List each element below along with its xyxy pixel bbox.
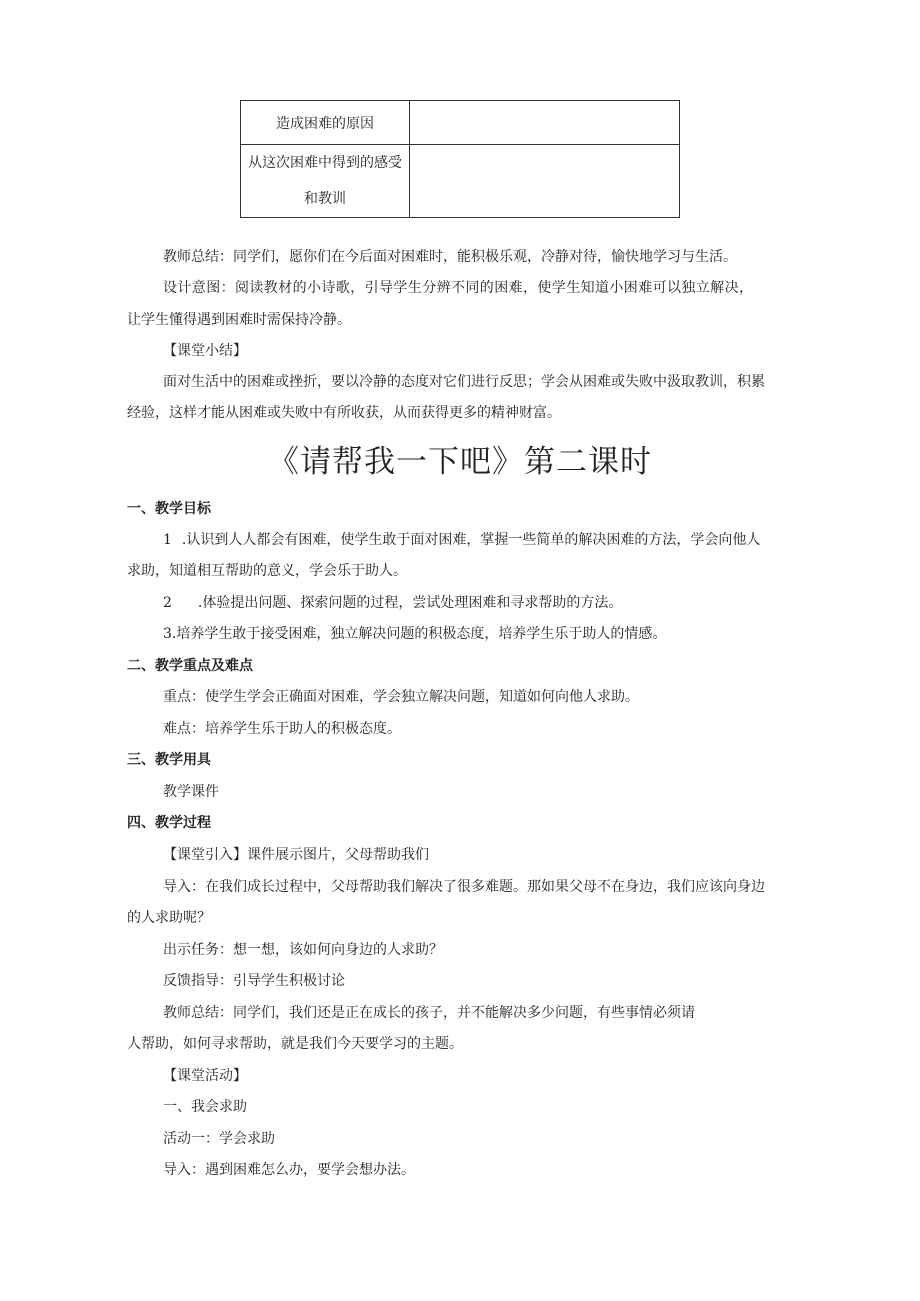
tools-text: 教学课件: [163, 784, 219, 800]
design-intent: 设计意图：阅读教材的小诗歌，引导学生分辨不同的困难，使学生知道小困难可以独立解决，: [163, 280, 754, 296]
lead-in-cont: 的人求助呢？: [127, 910, 211, 926]
goal-1: 1 .认识到人人都会有困难，使学生敢于面对困难，掌握一些简单的解决困难的方法，学会向他人: [163, 532, 761, 548]
class-intro: 【课堂引入】课件展示图片，父母帮助我们: [163, 847, 429, 863]
part-heading: 一、我会求助: [163, 1099, 247, 1115]
class-summary-text: 面对生活中的困难或挫折，要以冷静的态度对它们进行反思；学会从困难或失败中汲取教训，积累: [163, 374, 765, 390]
table-cell-value: [410, 101, 680, 145]
section-heading-goals: 一、教学目标: [127, 501, 211, 517]
goal-1-cont: 求助，知道相互帮助的意义，学会乐于助人。: [127, 563, 407, 579]
key-point: 重点：使学生学会正确面对困难，学会独立解决问题，知道如何向他人求助。: [163, 689, 639, 705]
section-heading-tools: 三、教学用具: [127, 752, 211, 768]
goal-3: 3.培养学生敢于接受困难，独立解决问题的积极态度，培养学生乐于助人的情感。: [163, 626, 667, 642]
reflection-table: [240, 100, 680, 218]
section-heading-process: 四、教学过程: [127, 815, 211, 831]
task-text: 出示任务：想一想，该如何向身边的人求助？: [163, 942, 443, 958]
table-cell-label: 造成困难的原因: [241, 101, 410, 145]
goal-2: 2 .体验提出问题、探索问题的过程，尝试处理困难和寻求帮助的方法。: [163, 595, 623, 611]
difficult-point: 难点：培养学生乐于助人的积极态度。: [163, 721, 401, 737]
class-activity-heading: 【课堂活动】: [163, 1068, 247, 1084]
design-intent-cont: 让学生懂得遇到困难时需保持冷静。: [127, 312, 351, 328]
lead-in: 导入：在我们成长过程中，父母帮助我们解决了很多难题。那如果父母不在身边，我们应该向身边: [163, 879, 765, 895]
page-title: 《请帮我一下吧》第二课时: [268, 444, 652, 480]
lead-in-2: 导入：遇到困难怎么办，要学会想办法。: [163, 1162, 415, 1178]
teacher-summary-2: 教师总结：同学们，我们还是正在成长的孩子，并不能解决多少问题，有些事情必须请: [163, 1005, 695, 1021]
section-heading-keypoints: 二、教学重点及难点: [127, 658, 253, 674]
teacher-summary-2-cont: 人帮助，如何寻求帮助，就是我们今天要学习的主题。: [127, 1036, 463, 1052]
table-cell-label: 从这次困难中得到的感受 和教训: [241, 145, 410, 218]
activity-1: 活动一：学会求助: [163, 1131, 275, 1147]
table-cell-value: [410, 145, 680, 218]
table-row: [241, 145, 680, 218]
feedback-text: 反馈指导：引导学生积极讨论: [163, 973, 345, 989]
table-row: [241, 101, 680, 145]
class-summary-text-cont: 经验，这样才能从困难或失败中有所收获，从而获得更多的精神财富。: [127, 405, 561, 421]
class-summary-heading: 【课堂小结】: [163, 343, 247, 359]
teacher-summary: 教师总结：同学们，愿你们在今后面对困难时，能积极乐观，冷静对待，愉快地学习与生活。: [163, 249, 737, 265]
